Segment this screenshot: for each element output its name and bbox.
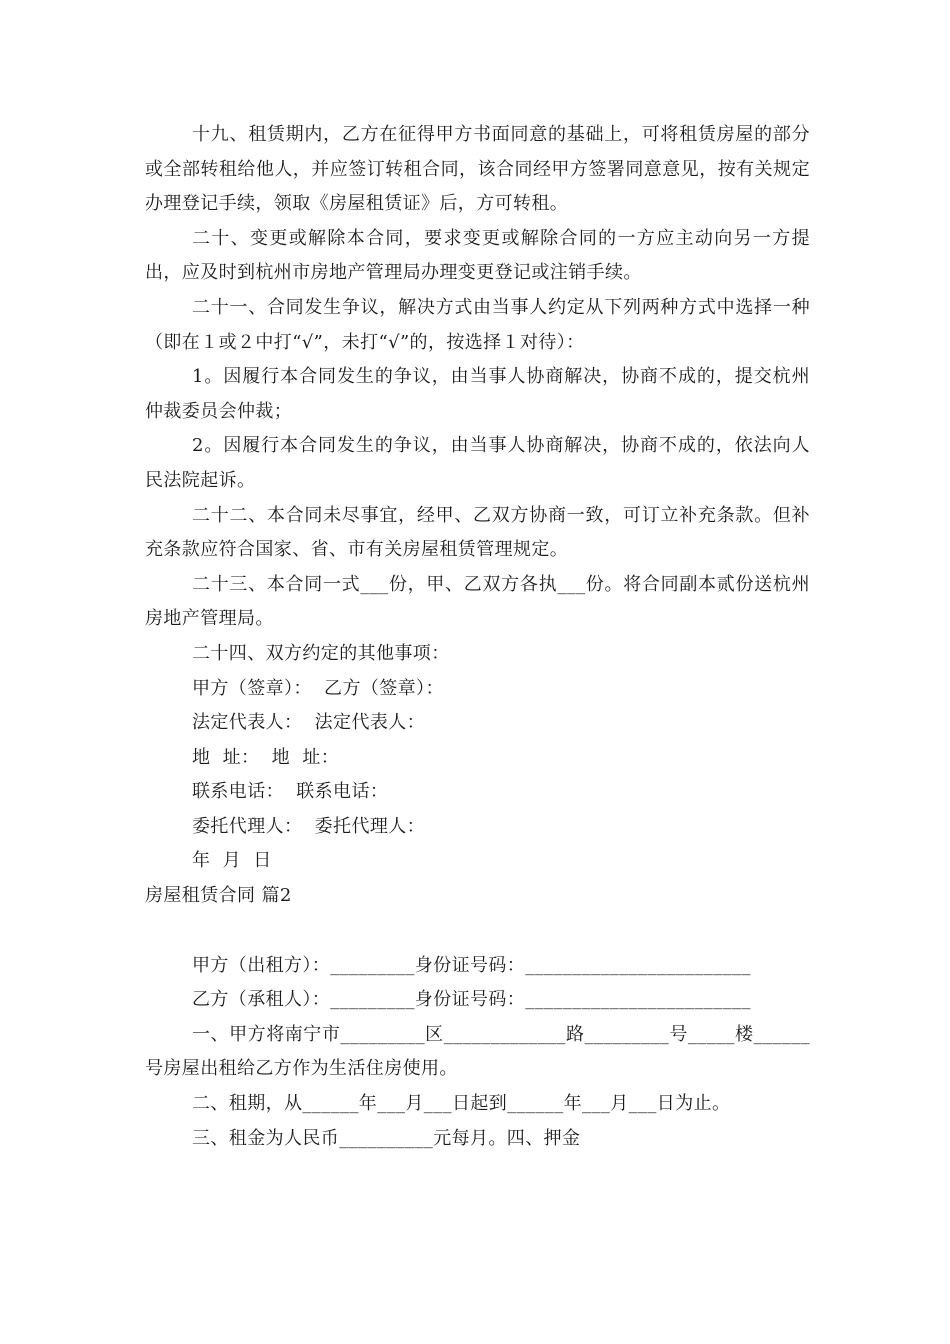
clause-20: 二十、变更或解除本合同，要求变更或解除合同的一方应主动向另一方提出，应及时到杭州市房地产管理局办理变更登记或注销手续。	[145, 227, 810, 284]
signature-agent-line: 委托代理人： 委托代理人：	[192, 815, 426, 837]
document-page	[145, 118, 810, 1156]
clause-2: 二、租期，从______年___月___日起到______年___月___日为止。	[192, 1093, 731, 1115]
clause-21-option-1: 1。因履行本合同发生的争议，由当事人协商解决，协商不成的，提交杭州仲裁委员会仲裁；	[145, 366, 810, 422]
signature-address-line: 地 址： 地 址：	[192, 746, 340, 768]
clause-3: 三、租金为人民币__________元每月。四、押金	[192, 1127, 581, 1149]
clause-21-option-2: 2。因履行本合同发生的争议，由当事人协商解决，协商不成的，依法向人民法院起诉。	[145, 435, 810, 491]
signature-party-line: 甲方（签章）： 乙方（签章）：	[192, 677, 444, 699]
clause-24: 二十四、双方约定的其他事项：	[192, 642, 450, 664]
signature-phone-line: 联系电话： 联系电话：	[192, 781, 389, 803]
clause-23: 二十三、本合同一式___份，甲、乙双方各执___份。将合同副本贰份送杭州房地产管理局。	[145, 573, 810, 630]
clause-1: 一、甲方将南宁市_________区_____________路_________号_____楼______号房屋出租给乙方作为生活住房使用。	[145, 1023, 810, 1080]
signature-legal-rep-line: 法定代表人： 法定代表人：	[192, 712, 426, 734]
section-2-heading: 房屋租赁合同 篇2	[145, 885, 292, 907]
clause-22: 二十二、本合同未尽事宜，经甲、乙双方协商一致，可订立补充条款。但补充条款应符合国家、省、市有关房屋租赁管理规定。	[145, 504, 810, 561]
signature-date-line: 年 月 日	[192, 850, 272, 872]
clause-21: 二十一、合同发生争议，解决方式由当事人约定从下列两种方式中选择一种（即在１或２中打“√”，未打“√”的，按选择１对待）：	[145, 296, 810, 353]
clause-19: 十九、租赁期内，乙方在征得甲方书面同意的基础上，可将租赁房屋的部分或全部转租给他人，并应签订转租合同，该合同经甲方签署同意意见，按有关规定办理登记手续，领取《房屋租赁证》后，方可转租。	[145, 124, 810, 215]
spacer	[145, 914, 810, 949]
lessor-line: 甲方（出租方）：_________身份证号码：________________________	[192, 954, 751, 976]
lessee-line: 乙方（承租人）：_________身份证号码：________________________	[192, 989, 751, 1011]
